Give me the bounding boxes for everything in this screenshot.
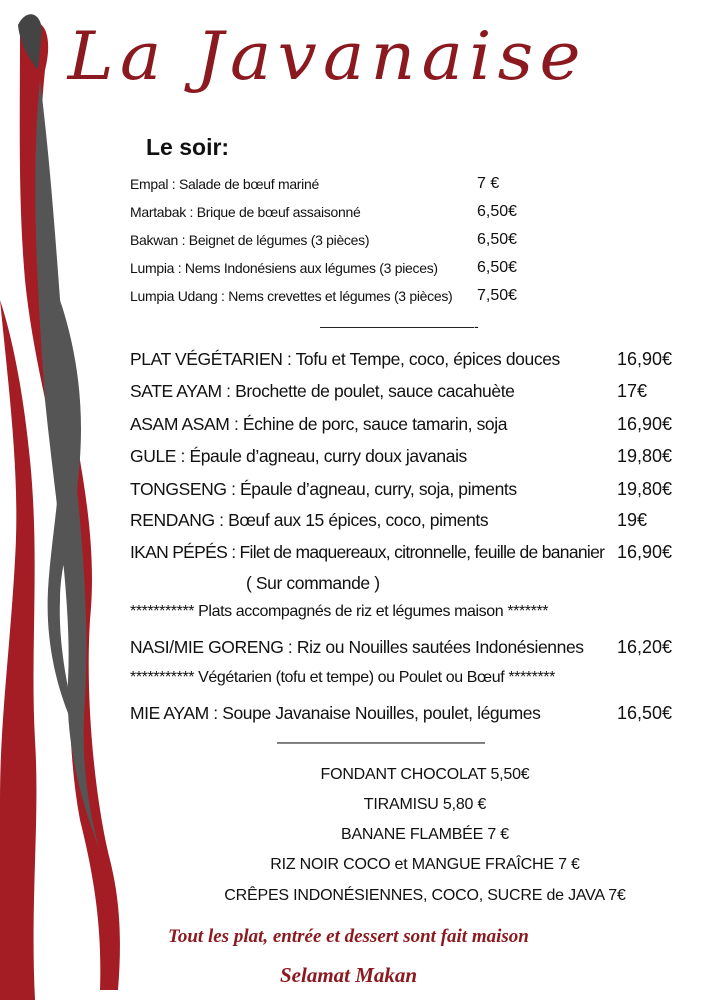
dessert-item: CRÊPES INDONÉSIENNES, COCO, SUCRE de JAVA 7€ <box>224 887 626 904</box>
restaurant-title: La Javanaise <box>67 18 587 95</box>
starter-item: Lumpia : Nems Indonésiens aux légumes (3 pieces) <box>130 260 438 276</box>
main-item: RENDANG : Bœuf aux 15 épices, coco, piments <box>130 510 489 530</box>
main-item: SATE AYAM : Brochette de poulet, sauce cacahuète <box>130 381 515 401</box>
main-price: 16,50€ <box>617 703 673 723</box>
main-item: IKAN PÉPÉS : Filet de maquereaux, citronnelle, feuille de bananier <box>130 542 605 562</box>
starter-price: 7 € <box>477 175 500 192</box>
starter-item: Empal : Salade de bœuf mariné <box>130 176 319 192</box>
main-price: 16,90€ <box>617 349 673 369</box>
starter-price: 6,50€ <box>477 259 518 276</box>
separator: ———————————- <box>320 318 479 334</box>
main-item: GULE : Épaule d’agneau, curry doux javanais <box>130 446 467 466</box>
signoff: Selamat Makan <box>280 963 418 987</box>
dessert-item: BANANE FLAMBÉE 7 € <box>340 826 510 843</box>
main-price: 17€ <box>617 381 648 401</box>
main-price: 16,90€ <box>617 542 673 562</box>
starter-item: Martabak : Brique de bœuf assaisonné <box>130 204 361 220</box>
side-note: *********** Végétarien (tofu et tempe) ou Poulet ou Bœuf ******** <box>130 669 555 686</box>
main-price: 16,90€ <box>617 414 673 434</box>
dancer-illustration <box>0 0 130 1000</box>
starter-price: 6,50€ <box>477 203 518 220</box>
dessert-item: TIRAMISU 5,80 € <box>363 796 487 813</box>
main-item: NASI/MIE GORENG : Riz ou Nouilles sautées Indonésiennes <box>130 637 584 657</box>
starter-item: Bakwan : Beignet de légumes (3 pièces) <box>130 232 370 248</box>
main-price: 16,20€ <box>617 637 673 657</box>
homemade-note: Tout les plat, entrée et dessert sont fait maison <box>168 926 529 947</box>
on-order-note: ( Sur commande ) <box>246 573 380 593</box>
main-item: TONGSENG : Épaule d’agneau, curry, soja, piments <box>130 479 517 499</box>
main-item: PLAT VÉGÉTARIEN : Tofu et Tempe, coco, épices douces <box>130 349 560 369</box>
starter-price: 7,50€ <box>477 287 518 304</box>
dessert-item: FONDANT CHOCOLAT 5,50€ <box>320 766 530 783</box>
starter-price: 6,50€ <box>477 231 518 248</box>
section-heading: Le soir: <box>146 134 230 160</box>
main-price: 19€ <box>617 510 648 530</box>
main-price: 19,80€ <box>617 479 673 499</box>
dessert-item: RIZ NOIR COCO et MANGUE FRAÎCHE 7 € <box>270 856 580 873</box>
main-price: 19,80€ <box>617 446 673 466</box>
main-item: MIE AYAM : Soupe Javanaise Nouilles, poulet, légumes <box>130 703 541 723</box>
main-item: ASAM ASAM : Échine de porc, sauce tamarin, soja <box>130 414 508 434</box>
side-note: *********** Plats accompagnés de riz et légumes maison ******* <box>130 603 549 620</box>
starter-item: Lumpia Udang : Nems crevettes et légumes (3 pièces) <box>130 288 453 304</box>
separator: ————————————— <box>277 734 485 751</box>
